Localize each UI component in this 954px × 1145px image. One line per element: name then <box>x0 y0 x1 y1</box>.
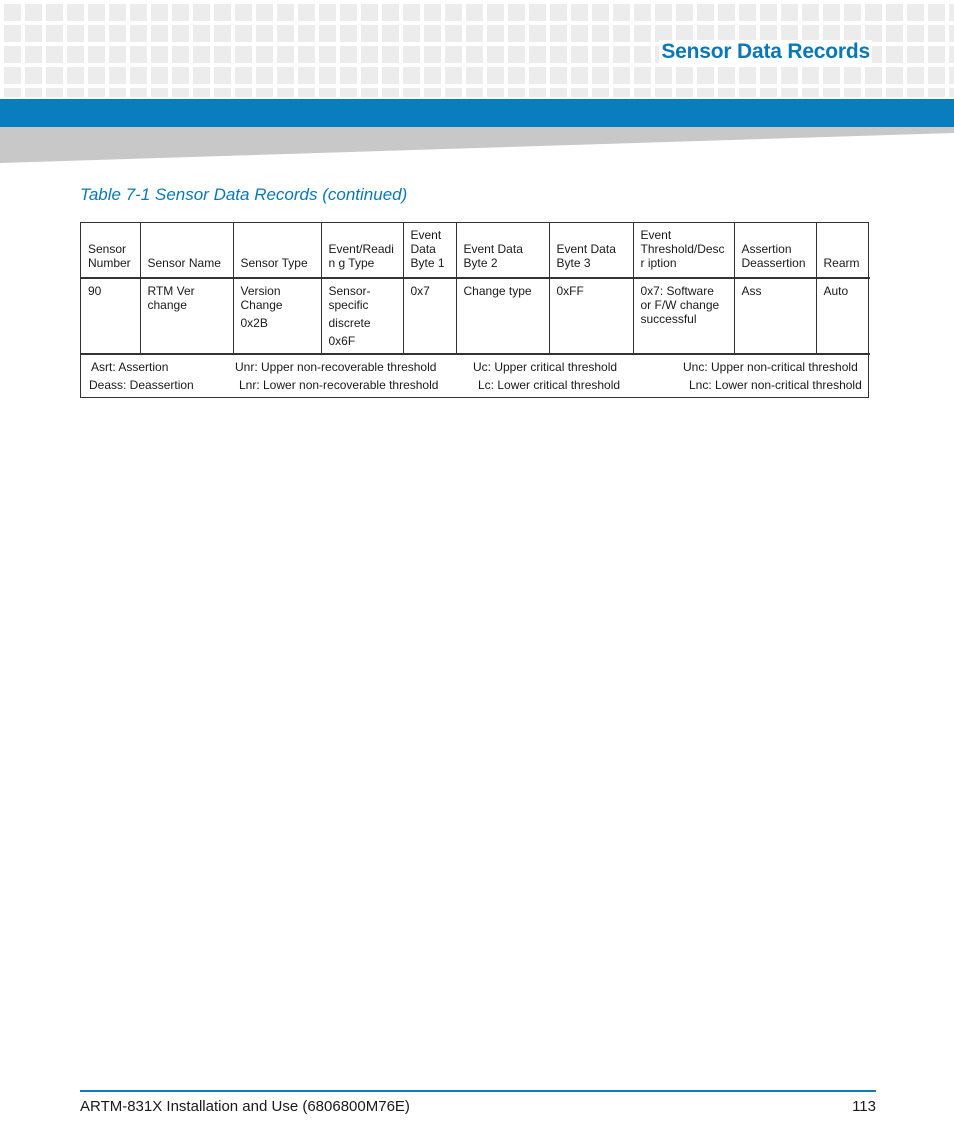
cell-sensor-type <box>233 278 321 354</box>
column-header: Rearm <box>816 223 870 278</box>
table-legend <box>81 355 868 398</box>
cell-event-data-byte-2: Change type <box>456 278 549 354</box>
column-header: Sensor Type <box>233 223 321 278</box>
event-type-code: 0x6F <box>328 334 356 348</box>
sensor-type-label: Version Change <box>240 284 283 312</box>
page-title: Sensor Data Records <box>661 40 870 63</box>
cell-event-data-byte-3: 0xFF <box>549 278 633 354</box>
sdr-grid <box>81 223 870 355</box>
cell-assertion: Ass <box>734 278 816 354</box>
cell-sensor-name: RTM Ver change <box>140 278 233 354</box>
column-header: Event Threshold/Descr iption <box>633 223 734 278</box>
cell-event-threshold: 0x7: Software or F/W change successful <box>633 278 734 354</box>
cell-event-reading-type <box>321 278 403 354</box>
column-header: Event Data Byte 3 <box>549 223 633 278</box>
table-row <box>81 278 870 354</box>
table-caption: Table 7-1 Sensor Data Records (continued) <box>80 185 408 204</box>
header-blue-band <box>0 99 954 127</box>
legend-deass: Deass: Deassertion <box>89 378 194 392</box>
column-header: Sensor Name <box>140 223 233 278</box>
legend-lnc: Lnc: Lower non-critical threshold <box>689 378 862 392</box>
table-header-row <box>81 223 870 278</box>
footer-divider <box>80 1090 876 1092</box>
sensor-type-code: 0x2B <box>240 316 268 330</box>
event-type-line-2: discrete <box>328 316 371 330</box>
cell-rearm: Auto <box>816 278 870 354</box>
column-header: Event Data Byte 1 <box>403 223 456 278</box>
event-type-line-1: Sensor-specific <box>328 284 371 312</box>
footer-document-title: ARTM-831X Installation and Use (6806800M76E) <box>80 1098 410 1115</box>
legend-asrt: Asrt: Assertion <box>91 360 169 374</box>
header-gray-wedge <box>0 127 954 163</box>
sensor-data-records-table <box>80 222 869 398</box>
cell-event-data-byte-1: 0x7 <box>403 278 456 354</box>
column-header: Assertion Deassertion <box>734 223 816 278</box>
legend-unr: Unr: Upper non-recoverable threshold <box>235 360 437 374</box>
column-header: Event/Readin g Type <box>321 223 403 278</box>
cell-sensor-number: 90 <box>81 278 140 354</box>
page-number: 113 <box>852 1098 876 1115</box>
legend-lnr: Lnr: Lower non-recoverable threshold <box>239 378 439 392</box>
column-header: Sensor Number <box>81 223 140 278</box>
column-header: Event Data Byte 2 <box>456 223 549 278</box>
legend-lc: Lc: Lower critical threshold <box>478 378 621 392</box>
legend-uc: Uc: Upper critical threshold <box>473 360 618 374</box>
legend-unc: Unc: Upper non-critical threshold <box>683 360 858 374</box>
